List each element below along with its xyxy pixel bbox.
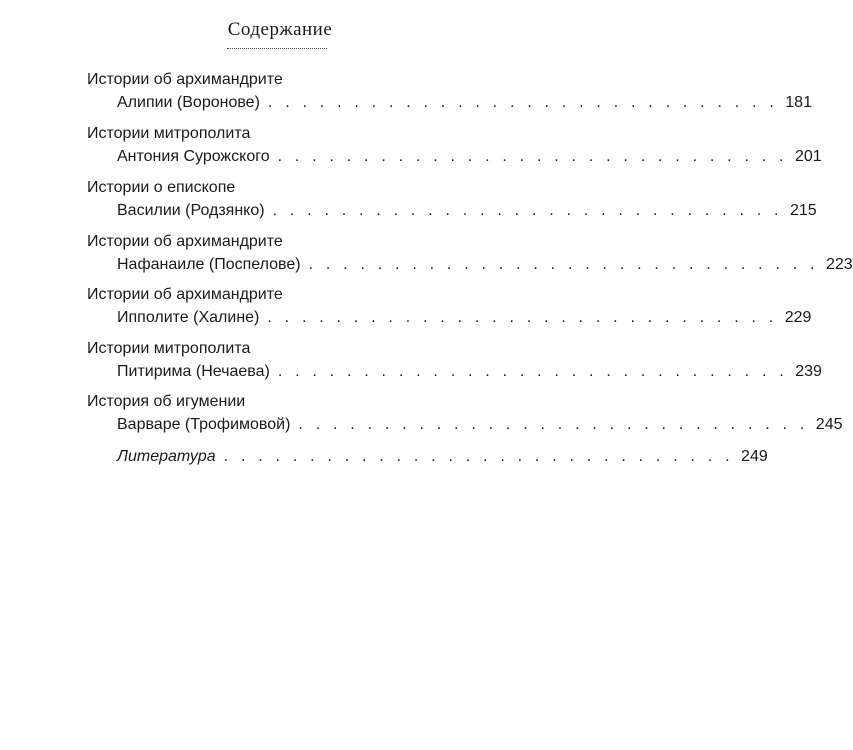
toc-entry[interactable] bbox=[117, 201, 817, 221]
dot-leader: . . . . . . . . . . . . . . . . . . . . . . . . . . . . . . bbox=[267, 94, 778, 111]
page-title: Содержание bbox=[227, 19, 333, 40]
toc-entry[interactable] bbox=[117, 93, 812, 113]
toc-entry-name: Алипии (Воронове) bbox=[117, 94, 260, 111]
toc-entry-heading: Истории об архимандрите bbox=[87, 286, 283, 303]
toc-page-number: 201 bbox=[794, 148, 822, 165]
toc-entry-literature[interactable] bbox=[117, 447, 768, 467]
toc-entry-heading: Истории митрополита bbox=[87, 340, 251, 357]
toc-entry-name: Варваре (Трофимовой) bbox=[117, 416, 291, 433]
toc-entry-heading: Истории об архимандрите bbox=[87, 71, 283, 88]
toc-page-number: 245 bbox=[815, 416, 843, 433]
toc-entry[interactable] bbox=[117, 308, 812, 328]
toc-entry-name: Питирима (Нечаева) bbox=[117, 363, 270, 380]
toc-page-number: 181 bbox=[785, 94, 812, 111]
dot-leader: . . . . . . . . . . . . . . . . . . . . . . . . . . . . . . bbox=[298, 416, 809, 433]
toc-entry-name: Антония Сурожского bbox=[117, 148, 270, 165]
toc-entry[interactable] bbox=[117, 255, 853, 275]
toc-page-number: 229 bbox=[784, 309, 812, 326]
toc-page-number: 223 bbox=[825, 256, 853, 273]
toc-entry-heading: Истории об архимандрите bbox=[87, 233, 283, 250]
dot-leader: . . . . . . . . . . . . . . . . . . . . . . . . . . . . . . bbox=[267, 309, 778, 326]
dot-leader: . . . . . . . . . . . . . . . . . . . . . . . . . . . . . . bbox=[272, 202, 783, 219]
toc-entry-name: Ипполите (Халине) bbox=[117, 309, 260, 326]
toc-entry[interactable] bbox=[117, 362, 822, 382]
dot-leader: . . . . . . . . . . . . . . . . . . . . . . . . . . . . . . bbox=[223, 448, 734, 465]
dot-leader: . . . . . . . . . . . . . . . . . . . . . . . . . . . . . . bbox=[277, 148, 788, 165]
toc-page-number: 249 bbox=[741, 448, 768, 465]
toc-entry-name: Нафанаиле (Поспелове) bbox=[117, 256, 301, 273]
toc-entry-name: Василии (Родзянко) bbox=[117, 202, 265, 219]
toc-entry-name: Литература bbox=[117, 448, 216, 465]
toc-entry[interactable] bbox=[117, 147, 822, 167]
toc-entry-heading: Истории о епископе bbox=[87, 179, 236, 196]
toc-entry-heading: Истории митрополита bbox=[87, 125, 251, 142]
toc-entry[interactable] bbox=[117, 415, 843, 435]
dot-leader: . . . . . . . . . . . . . . . . . . . . . . . . . . . . . . bbox=[308, 256, 819, 273]
dot-leader: . . . . . . . . . . . . . . . . . . . . . . . . . . . . . . bbox=[277, 363, 788, 380]
toc-entry-heading: История об игумении bbox=[87, 393, 246, 410]
toc-page-number: 215 bbox=[789, 202, 817, 219]
toc-page-number: 239 bbox=[795, 363, 822, 380]
